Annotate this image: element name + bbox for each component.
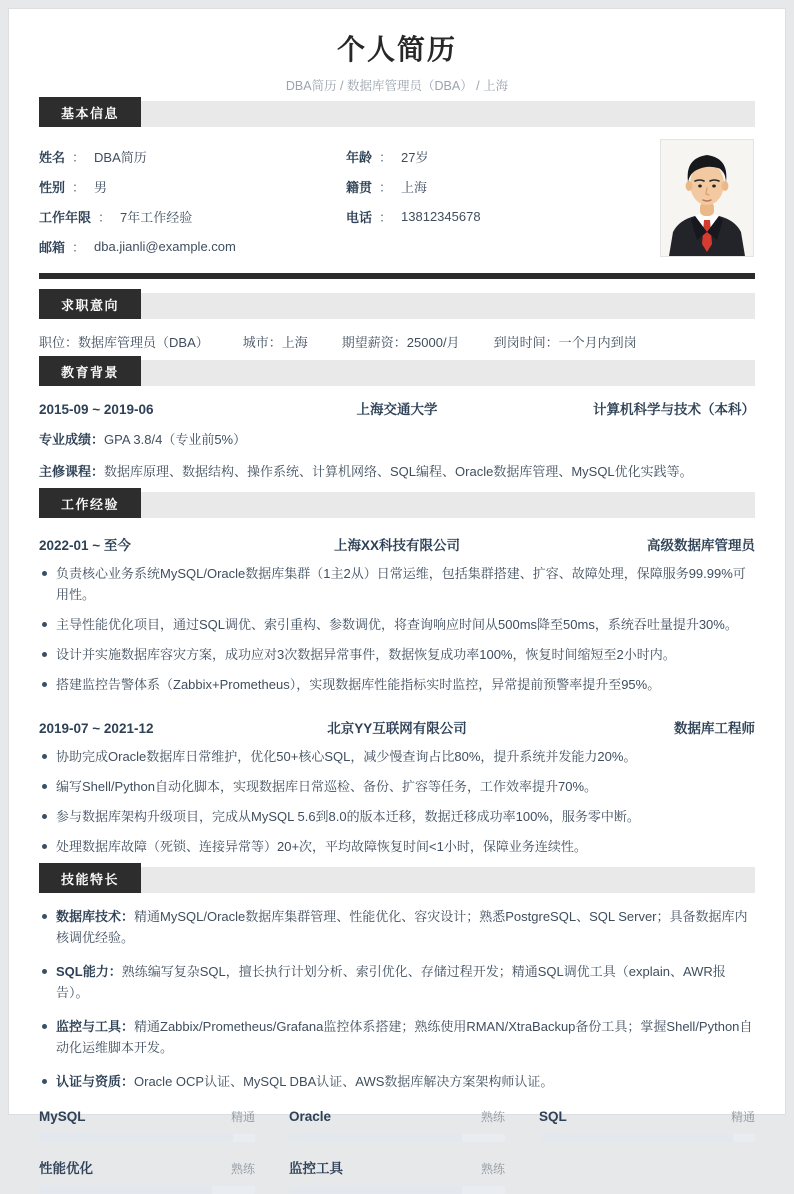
field-value: DBA简历 — [94, 149, 147, 165]
section-badge-skills: 技能特长 — [39, 863, 141, 893]
skill-bar-mysql — [39, 1108, 255, 1142]
section-header-job-intention — [39, 293, 755, 319]
education-gpa-line — [39, 430, 755, 450]
section-badge-education: 教育背景 — [39, 356, 141, 386]
intention-label: 期望薪资： — [341, 335, 407, 350]
section-badge-work-experience: 工作经验 — [39, 488, 141, 518]
skill-bar-name: 性能优化 — [39, 1161, 93, 1176]
skill-bar-level: 精通 — [230, 1110, 255, 1124]
job-role: 数据库工程师 — [674, 721, 755, 736]
field-label: 性别 — [39, 179, 66, 195]
profile-photo-illustration — [661, 140, 753, 256]
section-badge-job-intention: 求职意向 — [39, 289, 141, 319]
skill-bar-fill — [289, 1134, 462, 1142]
skill-label: SQL能力： — [56, 964, 122, 979]
field-colon: ： — [72, 149, 86, 165]
field-value: 27岁 — [401, 149, 429, 165]
skill-bar-oracle — [289, 1108, 505, 1142]
skill-bar-fill — [539, 1134, 733, 1142]
basic-info-left-column — [39, 141, 346, 261]
field-label: 工作年限 — [39, 209, 92, 225]
resume-page — [8, 8, 786, 1176]
job-bullet: 搭建监控告警体系（Zabbix+Prometheus），实现数据库性能指标实时监控，异常提前预警率提升至95%。 — [39, 674, 755, 695]
job-entry — [39, 717, 755, 857]
intention-value: 上海 — [281, 335, 308, 350]
job-bullet: 主导性能优化项目，通过SQL调优、索引重构、参数调优，将查询响应时间从500ms降至50ms，系统吞吐量提升30%。 — [39, 614, 755, 635]
intention-position — [39, 332, 209, 351]
job-entry — [39, 534, 755, 695]
job-bullet: 协助完成Oracle数据库日常维护，优化50+核心SQL，减少慢查询占比80%，提升系统并发能力20%。 — [39, 746, 755, 767]
job-bullet: 处理数据库故障（死锁、连接异常等）20+次，平均故障恢复时间<1小时，保障业务连续性。 — [39, 836, 755, 857]
skill-bar-name: SQL — [539, 1109, 567, 1124]
field-colon: ： — [379, 209, 393, 225]
skill-text: 精通MySQL/Oracle数据库集群管理、性能优化、容灾设计；熟悉PostgreSQL、SQL Server；具备数据库内核调优经验。 — [56, 909, 748, 945]
skill-text: 熟练编写复杂SQL，擅长执行计划分析、索引优化、存储过程开发；精通SQL调优工具（explain、AWR报告）。 — [56, 964, 726, 1000]
skill-bar-track — [39, 1186, 255, 1194]
intention-value: 25000/月 — [406, 335, 460, 350]
skill-bar-level: 精通 — [730, 1110, 755, 1124]
skill-bullet — [39, 1071, 755, 1092]
field-label: 电话 — [346, 209, 373, 225]
section-header-work-experience — [39, 492, 755, 518]
field-label: 籍贯 — [346, 179, 373, 195]
skills-section — [9, 906, 785, 1092]
resume-header — [9, 9, 785, 95]
intention-label: 职位： — [39, 335, 79, 350]
intention-label: 城市： — [242, 335, 282, 350]
intention-availability — [494, 332, 637, 351]
section-header-basic-info — [39, 101, 755, 127]
field-label: 邮箱 — [39, 239, 66, 255]
field-value: 7年工作经验 — [120, 209, 193, 225]
job-bullet: 编写Shell/Python自动化脚本，实现数据库日常巡检、备份、扩容等任务，工作效率提升70%。 — [39, 776, 755, 797]
intention-city — [243, 332, 308, 351]
skill-text: 精通Zabbix/Prometheus/Grafana监控体系搭建；熟练使用RMAN/XtraBackup备份工具；掌握Shell/Python自动化运维脚本开发。 — [56, 1019, 753, 1055]
field-experience-years — [39, 201, 346, 231]
field-name — [39, 141, 346, 171]
skill-bar-track — [289, 1186, 505, 1194]
work-experience-section — [9, 534, 785, 867]
skill-text: Oracle OCP认证、MySQL DBA认证、AWS数据库解决方案架构师认证。 — [134, 1074, 554, 1089]
skill-bar-performance-tuning — [39, 1157, 255, 1194]
job-company: 北京YY互联网有限公司 — [327, 721, 467, 736]
field-colon: ： — [72, 179, 86, 195]
intention-value: 一个月内到岗 — [558, 335, 637, 350]
skill-bar-name: MySQL — [39, 1109, 86, 1124]
field-colon: ： — [379, 149, 393, 165]
skill-bar-sql — [539, 1108, 755, 1142]
job-header-row — [39, 717, 755, 737]
field-gender — [39, 171, 346, 201]
field-colon: ： — [379, 179, 393, 195]
skill-bar-track — [289, 1134, 505, 1142]
education-school: 上海交通大学 — [356, 402, 438, 417]
education-courses-line — [39, 462, 755, 482]
education-header-row — [39, 398, 755, 418]
skill-bar-fill — [289, 1186, 462, 1194]
skill-bar-name: Oracle — [289, 1109, 332, 1124]
gpa-value: GPA 3.8/4（专业前5%） — [104, 432, 247, 447]
gpa-label: 专业成绩： — [39, 432, 105, 447]
education-major: 计算机科学与技术（本科） — [593, 402, 755, 417]
job-company: 上海XX科技有限公司 — [333, 538, 460, 553]
profile-photo — [660, 139, 754, 257]
job-role: 高级数据库管理员 — [647, 538, 755, 553]
intention-salary — [342, 332, 460, 351]
basic-info-section — [9, 127, 785, 273]
skill-bar-level: 熟练 — [480, 1110, 505, 1124]
job-period: 2022-01 ~ 至今 — [39, 538, 131, 553]
job-bullet: 负责核心业务系统MySQL/Oracle数据库集群（1主2从）日常运维，包括集群搭建、扩容、故障处理，保障服务99.99%可用性。 — [39, 563, 755, 605]
education-section — [9, 386, 785, 492]
skill-label: 数据库技术： — [56, 909, 135, 924]
skill-bar-name: 监控工具 — [289, 1161, 343, 1176]
job-intention-row — [9, 319, 785, 360]
field-value: dba.jianli@example.com — [94, 238, 236, 254]
field-value: 男 — [94, 179, 108, 195]
skill-bullet — [39, 906, 755, 948]
skill-label: 监控与工具： — [56, 1019, 135, 1034]
field-colon: ： — [98, 209, 112, 225]
job-header-row — [39, 534, 755, 554]
job-bullet: 参与数据库架构升级项目，完成从MySQL 5.6到8.0的版本迁移，数据迁移成功率100%，服务零中断。 — [39, 806, 755, 827]
section-header-skills — [39, 867, 755, 893]
skill-bar-level: 熟练 — [480, 1162, 505, 1176]
section-header-education — [39, 360, 755, 386]
field-colon: ： — [72, 239, 86, 255]
job-bullet-list — [39, 746, 755, 857]
job-bullet: 设计并实施数据库容灾方案，成功应对3次数据异常事件，数据恢复成功率100%，恢复时间缩短至2小时内。 — [39, 644, 755, 665]
section-badge-basic-info: 基本信息 — [39, 97, 141, 127]
job-period: 2019-07 ~ 2021-12 — [39, 721, 154, 736]
skill-bar-track — [39, 1134, 255, 1142]
basic-info-columns — [39, 141, 755, 261]
courses-value: 数据库原理、数据结构、操作系统、计算机网络、SQL编程、Oracle数据库管理、MySQL优化实践等。 — [104, 464, 693, 479]
skill-bullet — [39, 961, 755, 1003]
field-label: 姓名 — [39, 149, 66, 165]
field-label: 年龄 — [346, 149, 373, 165]
skill-bar-level: 熟练 — [230, 1162, 255, 1176]
intention-label: 到岗时间： — [493, 335, 559, 350]
courses-label: 主修课程： — [39, 464, 105, 479]
field-email — [39, 231, 346, 261]
skill-bar-fill — [39, 1186, 212, 1194]
field-value: 上海 — [401, 179, 428, 195]
education-period: 2015-09 ~ 2019-06 — [39, 402, 154, 417]
job-bullet-list — [39, 563, 755, 695]
skills-bullet-list — [39, 906, 755, 1092]
intention-value: 数据库管理员（DBA） — [78, 335, 209, 350]
page-subtitle: DBA简历 / 数据库管理员（DBA） / 上海 — [285, 79, 509, 93]
skill-label: 认证与资质： — [56, 1074, 135, 1089]
skill-bullet — [39, 1016, 755, 1058]
skill-bars-grid — [9, 1092, 785, 1194]
page-title: 个人简历 — [336, 34, 457, 65]
skill-bar-fill — [39, 1134, 233, 1142]
skill-bar-track — [539, 1134, 755, 1142]
field-value: 13812345678 — [401, 208, 481, 224]
skill-bar-monitoring-tools — [289, 1157, 505, 1194]
